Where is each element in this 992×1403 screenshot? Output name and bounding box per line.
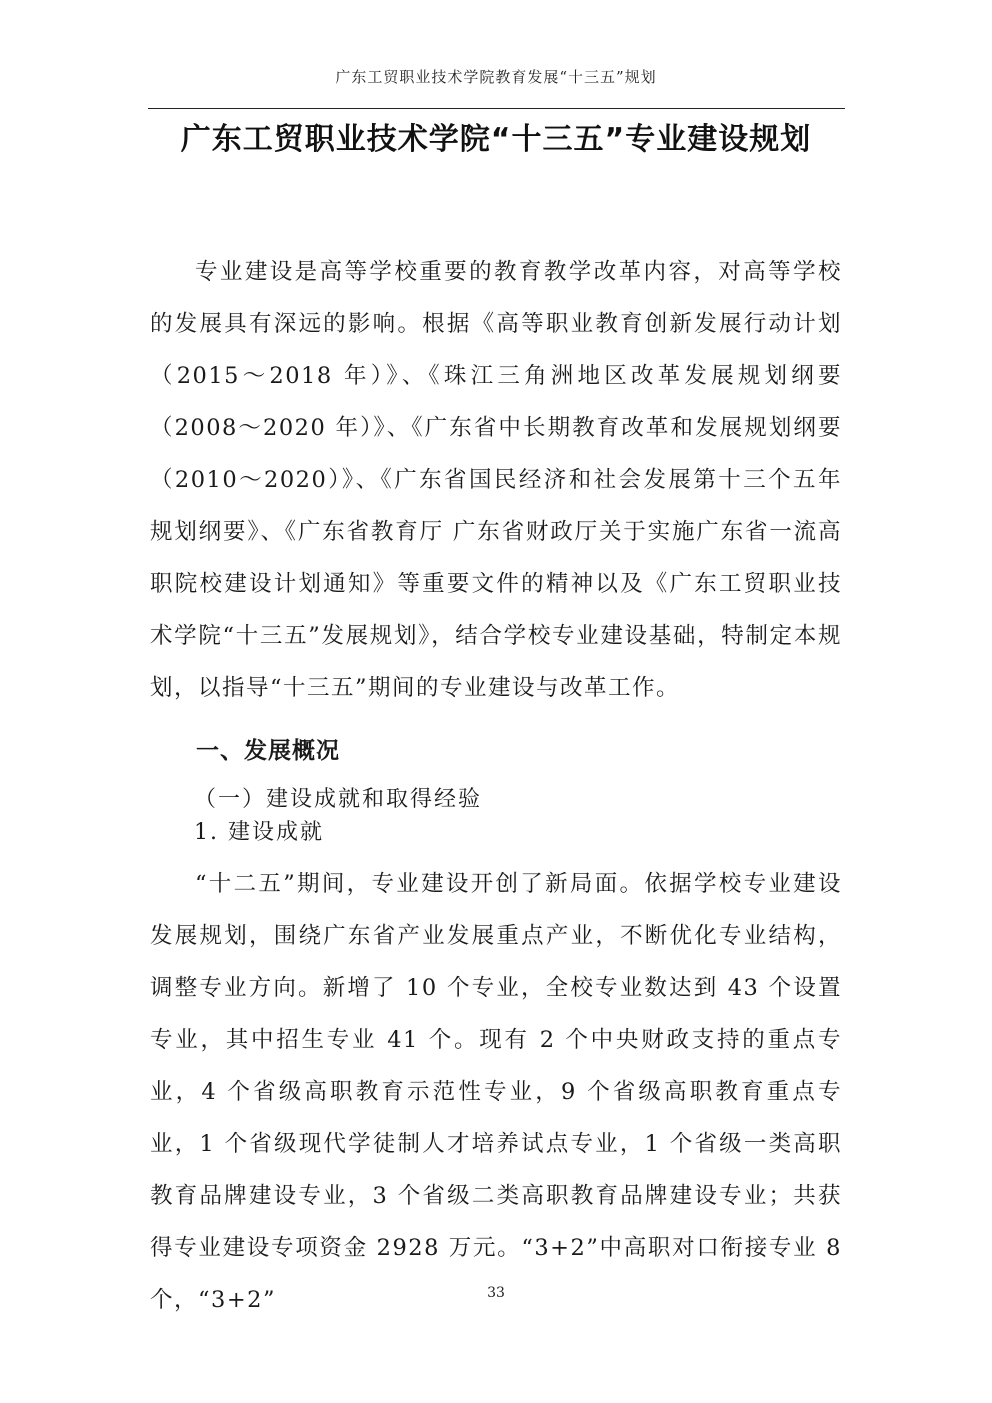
achievements-section	[150, 858, 842, 1326]
intro-paragraph: 专业建设是高等学校重要的教育教学改革内容，对高等学校的发展具有深远的影响。根据《高等职业教育创新发展行动计划（2015～2018 年）》、《珠江三角洲地区改革发展规划纲要（2008～2020 年）》、《广东省中长期教育改革和发展规划纲要（2010～2020）》、《广东省国民经济和社会发展第十三个五年规划纲要》、《广东省教育厅 广东省财政厅关于实施广东省一流高职院校建设计划通知》等重要文件的精神以及《广东工贸职业技术学院“十三五”发展规划》，结合学校专业建设基础，特制定本规划，以指导“十三五”期间的专业建设与改革工作。	[150, 259, 842, 701]
section-heading: 一、发展概况	[196, 738, 340, 764]
intro-section	[150, 246, 842, 714]
achievements-paragraph: “十二五”期间，专业建设开创了新局面。依据学校专业建设发展规划，围绕广东省产业发展重点产业，不断优化专业结构，调整专业方向。新增了 10 个专业，全校专业数达到 43 个设置专业，其中招生专业 41 个。现有 2 个中央财政支持的重点专业，4 个省级高职教育示范性专业，9 个省级高职教育重点专业，1 个省级现代学徒制人才培养试点专业，1 个省级一类高职教育品牌建设专业，3 个省级二类高职教育品牌建设专业；共获得专业建设专项资金 2928 万元。“3+2”中高职对口衔接专业 8 个，“3+2”	[150, 871, 842, 1313]
page-number: 33	[487, 1285, 505, 1301]
running-header: 广东工贸职业技术学院教育发展“十三五”规划	[335, 68, 657, 86]
header-divider	[148, 108, 845, 109]
item-heading: 1. 建设成就	[194, 820, 324, 845]
document-title: 广东工贸职业技术学院“十三五”专业建设规划	[180, 122, 812, 157]
subsection-heading: （一）建设成就和取得经验	[194, 787, 483, 812]
